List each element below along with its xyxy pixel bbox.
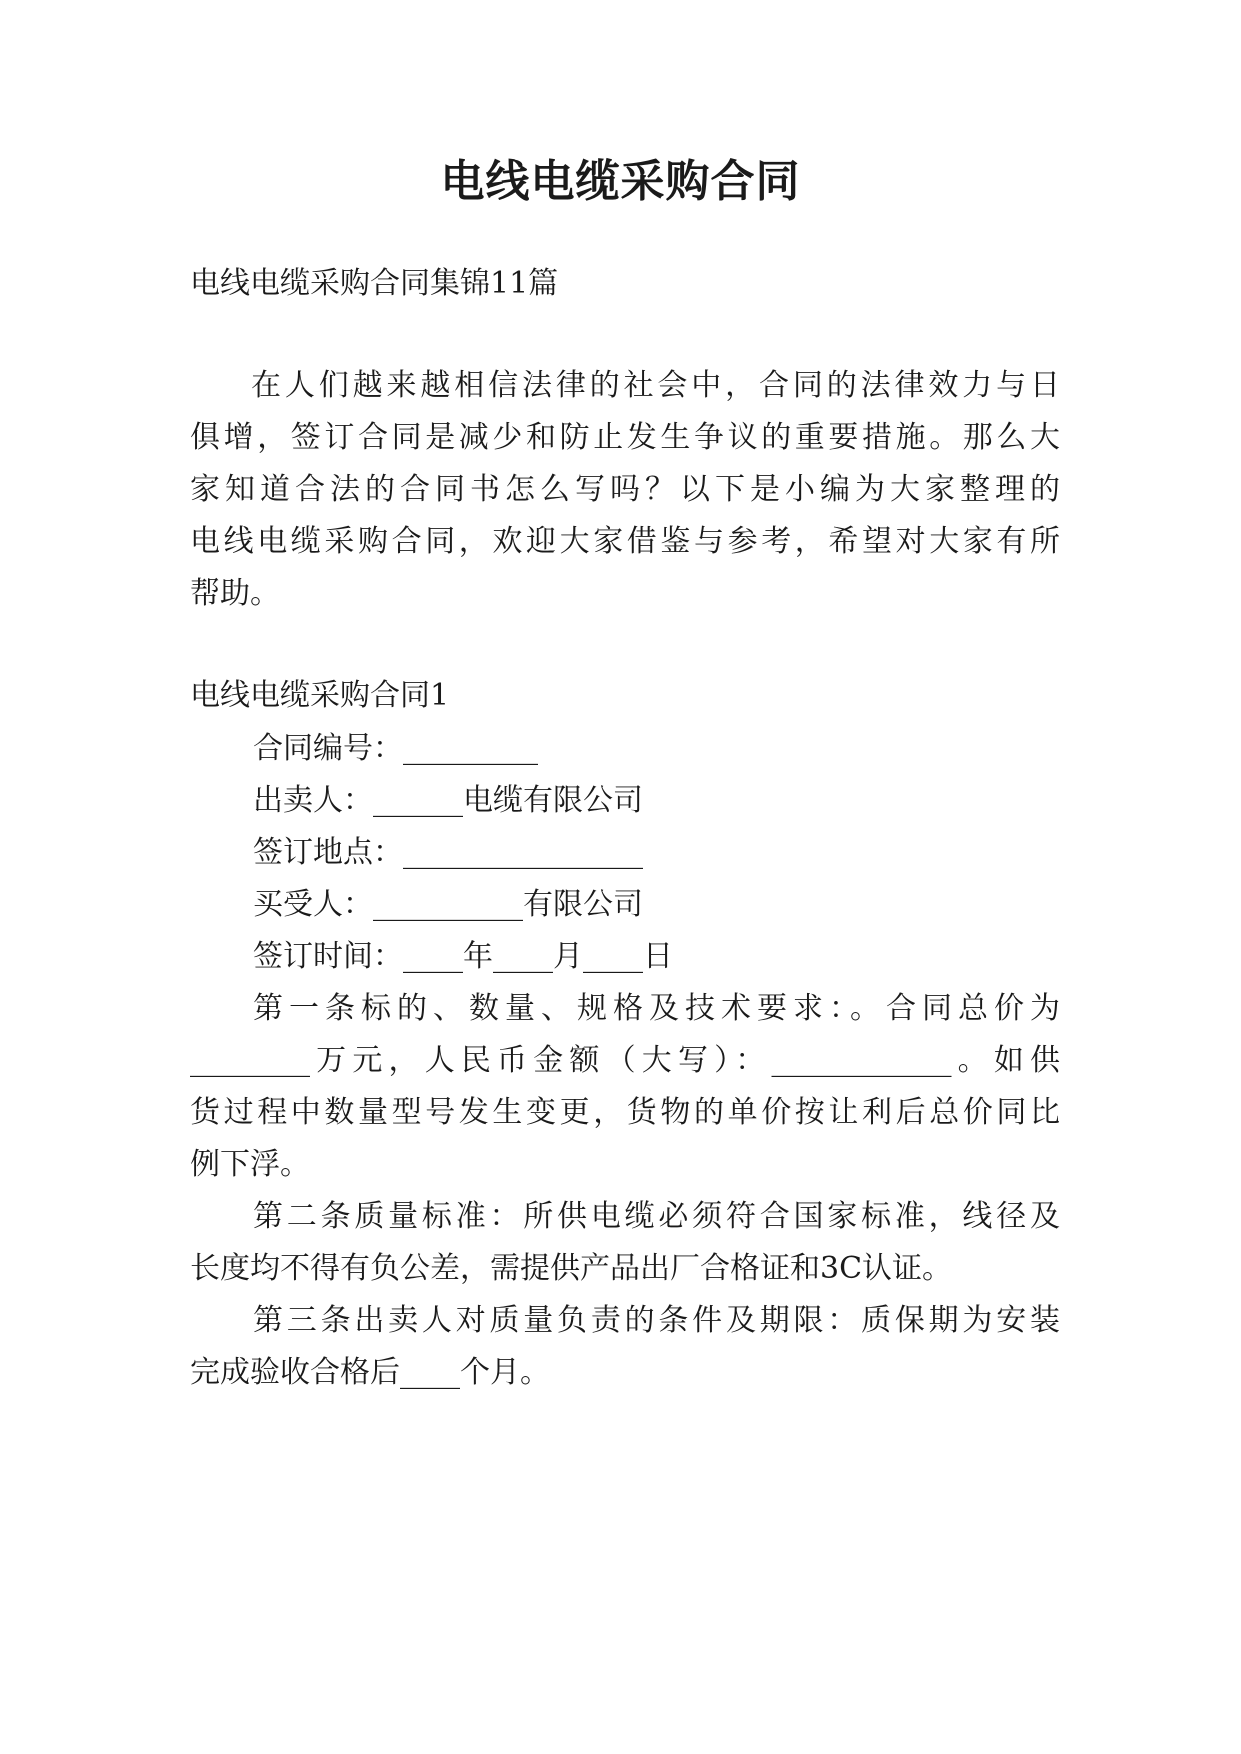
article1-line-2: ________万元，人民币金额（大写）：____________。如供 [190,1043,1060,1078]
intro-line-3: 家知道合法的合同书怎么写吗？以下是小编为大家整理的 [190,472,1060,507]
intro-line-2: 俱增，签订合同是减少和防止发生争议的重要措施。那么大 [190,420,1060,455]
article1-line-1: 第一条标的、数量、规格及技术要求：。合同总价为 [253,991,1060,1026]
intro-line-5: 帮助。 [190,576,280,611]
article3-line-2: 完成验收合格后____个月。 [190,1355,550,1390]
intro-line-1: 在人们越来越相信法律的社会中，合同的法律效力与日 [251,368,1060,403]
field-buyer: 买受人：__________有限公司 [253,887,643,922]
article1-line-3: 货过程中数量型号发生变更，货物的单价按让利后总价同比 [190,1095,1060,1130]
article3-line-1: 第三条出卖人对质量负责的条件及期限：质保期为安装 [253,1303,1060,1338]
field-signing-date: 签订时间：____年____月____日 [253,939,673,974]
field-seller: 出卖人：______电缆有限公司 [253,783,643,818]
article2-line-1: 第二条质量标准：所供电缆必须符合国家标准，线径及 [253,1199,1060,1234]
intro-line-4: 电线电缆采购合同，欢迎大家借鉴与参考，希望对大家有所 [190,524,1060,559]
document-title: 电线电缆采购合同 [440,156,801,207]
article2-line-2: 长度均不得有负公差，需提供产品出厂合格证和3C认证。 [190,1251,953,1286]
section-heading: 电线电缆采购合同1 [190,678,450,713]
field-contract-number: 合同编号：_________ [253,731,538,766]
field-signing-place: 签订地点：________________ [253,835,643,870]
article1-line-4: 例下浮。 [190,1147,310,1182]
document-subtitle: 电线电缆采购合同集锦11篇 [190,266,559,301]
